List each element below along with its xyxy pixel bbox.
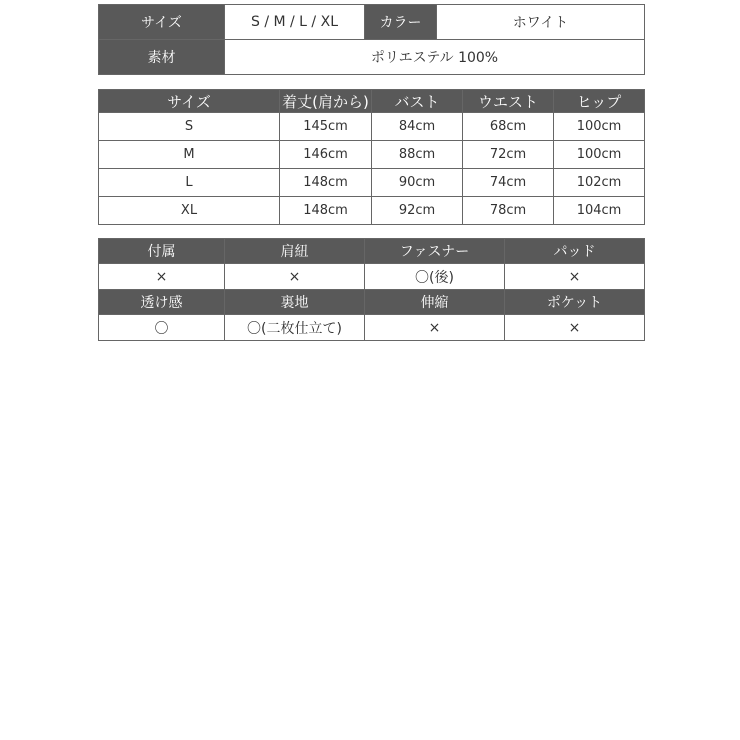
material-label: 素材 <box>99 40 225 75</box>
cell-length: 148cm <box>280 169 372 197</box>
size-value: S / M / L / XL <box>225 5 365 40</box>
table-row <box>99 197 645 225</box>
cell-waist: 72cm <box>463 141 554 169</box>
table-header-row <box>99 290 645 315</box>
value-accessories: × <box>99 264 225 290</box>
header-length: 着丈(肩から) <box>280 90 372 113</box>
header-hip: ヒップ <box>554 90 645 113</box>
table-header-row <box>99 239 645 264</box>
header-waist: ウエスト <box>463 90 554 113</box>
features-table <box>98 238 645 341</box>
table-row <box>99 141 645 169</box>
cell-bust: 88cm <box>372 141 463 169</box>
cell-length: 146cm <box>280 141 372 169</box>
measurement-table <box>98 89 645 225</box>
table-row <box>99 113 645 141</box>
header-straps: 肩紐 <box>225 239 365 264</box>
table-row <box>99 315 645 341</box>
cell-bust: 90cm <box>372 169 463 197</box>
header-accessories: 付属 <box>99 239 225 264</box>
cell-bust: 84cm <box>372 113 463 141</box>
value-sheerness: 〇 <box>99 315 225 341</box>
table-row <box>99 264 645 290</box>
color-value: ホワイト <box>437 5 645 40</box>
cell-waist: 68cm <box>463 113 554 141</box>
material-value: ポリエステル 100% <box>225 40 645 75</box>
table-row <box>99 5 645 40</box>
cell-size: S <box>99 113 280 141</box>
value-lining: 〇(二枚仕立て) <box>225 315 365 341</box>
table-row <box>99 169 645 197</box>
header-zipper: ファスナー <box>365 239 505 264</box>
header-lining: 裏地 <box>225 290 365 315</box>
value-zipper: 〇(後) <box>365 264 505 290</box>
cell-hip: 104cm <box>554 197 645 225</box>
cell-length: 148cm <box>280 197 372 225</box>
cell-size: L <box>99 169 280 197</box>
table-header-row <box>99 90 645 113</box>
header-pad: パッド <box>505 239 645 264</box>
header-stretch: 伸縮 <box>365 290 505 315</box>
cell-size: M <box>99 141 280 169</box>
header-pocket: ポケット <box>505 290 645 315</box>
table-row <box>99 40 645 75</box>
cell-hip: 100cm <box>554 141 645 169</box>
cell-hip: 100cm <box>554 113 645 141</box>
header-bust: バスト <box>372 90 463 113</box>
cell-size: XL <box>99 197 280 225</box>
cell-hip: 102cm <box>554 169 645 197</box>
size-label: サイズ <box>99 5 225 40</box>
header-sheerness: 透け感 <box>99 290 225 315</box>
cell-length: 145cm <box>280 113 372 141</box>
cell-waist: 74cm <box>463 169 554 197</box>
color-label: カラー <box>365 5 437 40</box>
value-straps: × <box>225 264 365 290</box>
header-size: サイズ <box>99 90 280 113</box>
value-stretch: × <box>365 315 505 341</box>
cell-bust: 92cm <box>372 197 463 225</box>
value-pad: × <box>505 264 645 290</box>
cell-waist: 78cm <box>463 197 554 225</box>
value-pocket: × <box>505 315 645 341</box>
basic-info-table <box>98 4 645 75</box>
